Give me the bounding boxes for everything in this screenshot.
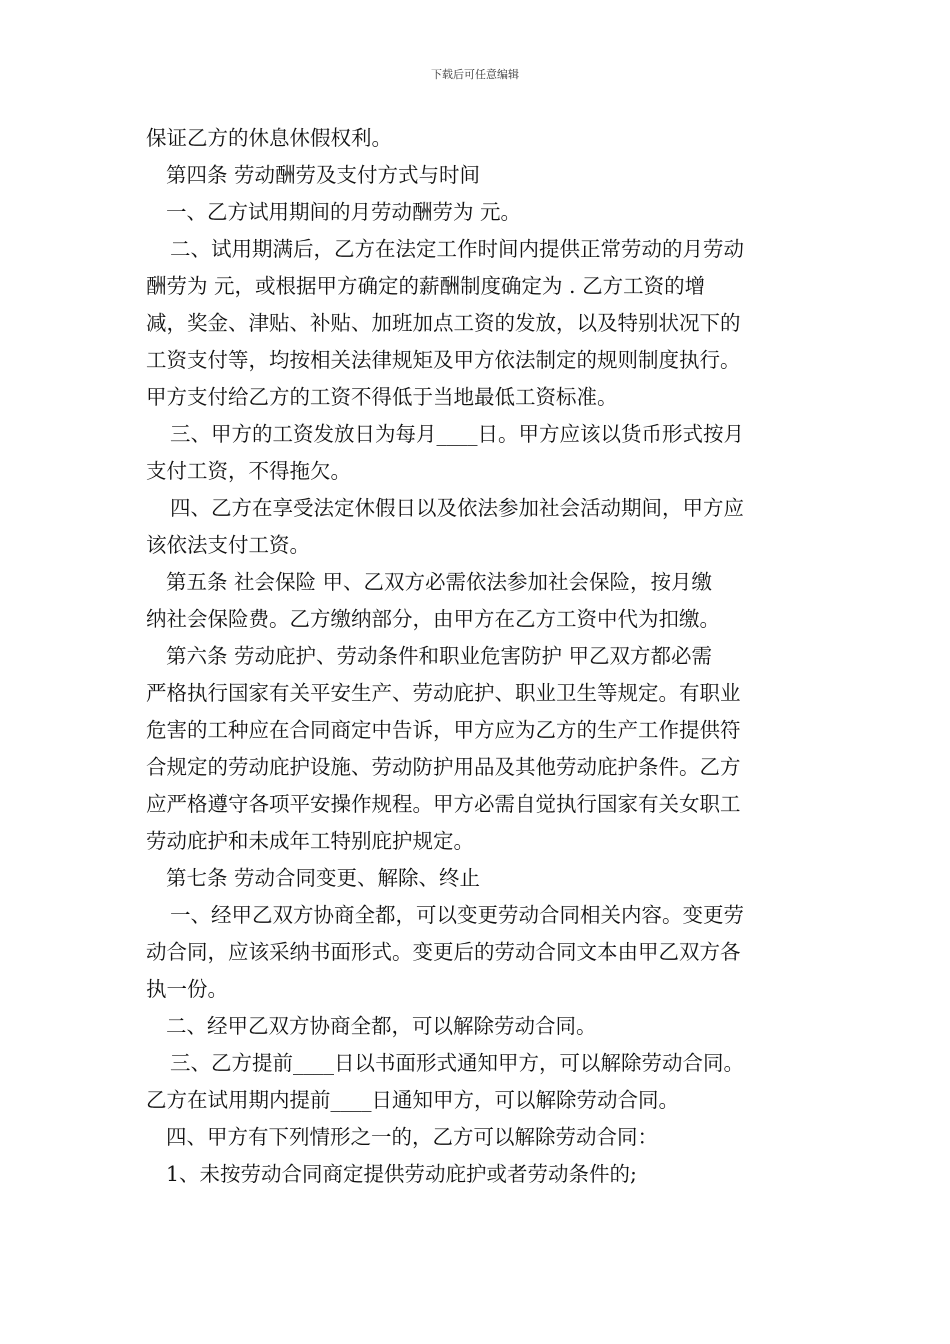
text-line: 危害的工种应在合同商定中告诉，甲方应为乙方的生产工作提供符	[146, 718, 741, 742]
text-line: 四、乙方在享受法定休假日以及依法参加社会活动期间，甲方应	[170, 496, 744, 520]
text-line: 一、经甲乙双方协商全都，可以变更劳动合同相关内容。变更劳	[170, 903, 744, 927]
text-line: 二、试用期满后，乙方在法定工作时间内提供正常劳动的月劳动	[170, 237, 744, 261]
page-header: 下载后可任意编辑	[431, 68, 519, 81]
text-line: 严格执行国家有关平安生产、劳动庇护、职业卫生等规定。有职业	[146, 681, 741, 705]
text-line: 劳动庇护和未成年工特别庇护规定。	[146, 829, 474, 853]
text-line: 甲方支付给乙方的工资不得低于当地最低工资标准。	[146, 385, 618, 409]
text-line: 乙方在试用期内提前____日通知甲方，可以解除劳动合同。	[146, 1088, 679, 1112]
text-line: 酬劳为 元，或根据甲方确定的薪酬制度确定为 . 乙方工资的增	[146, 274, 706, 298]
text-line: 一、乙方试用期间的月劳动酬劳为 元。	[166, 200, 522, 224]
text-line: 二、经甲乙双方协商全都，可以解除劳动合同。	[166, 1014, 597, 1038]
text-line: 三、乙方提前____日以书面形式通知甲方，可以解除劳动合同。	[170, 1051, 744, 1075]
section-heading: 第四条 劳动酬劳及支付方式与时间	[166, 163, 481, 187]
text-line: 减，奖金、津贴、补贴、加班加点工资的发放，以及特别状况下的	[146, 311, 741, 335]
document-body	[146, 120, 816, 1193]
text-line: 应严格遵守各项平安操作规程。甲方必需自觉执行国家有关女职工	[146, 792, 741, 816]
text-line: 保证乙方的休息休假权利。	[146, 126, 392, 150]
text-line: 支付工资，不得拖欠。	[146, 459, 351, 483]
section-heading: 第六条 劳动庇护、劳动条件和职业危害防护 甲乙双方都必需	[166, 644, 713, 668]
section-heading: 第七条 劳动合同变更、解除、终止	[166, 866, 481, 890]
text-line: 动合同，应该采纳书面形式。变更后的劳动合同文本由甲乙双方各	[146, 940, 741, 964]
text-line: 执一份。	[146, 977, 228, 1001]
text-line: 该依法支付工资。	[146, 533, 310, 557]
text-line: 纳社会保险费。乙方缴纳部分，由甲方在乙方工资中代为扣缴。	[146, 607, 720, 631]
list-item: 1、未按劳动合同商定提供劳动庇护或者劳动条件的;	[166, 1162, 637, 1186]
section-heading: 第五条 社会保险 甲、乙双方必需依法参加社会保险，按月缴	[166, 570, 713, 594]
text-line: 工资支付等，均按相关法律规矩及甲方依法制定的规则制度执行。	[146, 348, 741, 372]
text-line: 合规定的劳动庇护设施、劳动防护用品及其他劳动庇护条件。乙方	[146, 755, 741, 779]
text-line: 三、甲方的工资发放日为每月____日。甲方应该以货币形式按月	[170, 422, 744, 446]
text-line: 四、甲方有下列情形之一的，乙方可以解除劳动合同：	[166, 1125, 658, 1149]
